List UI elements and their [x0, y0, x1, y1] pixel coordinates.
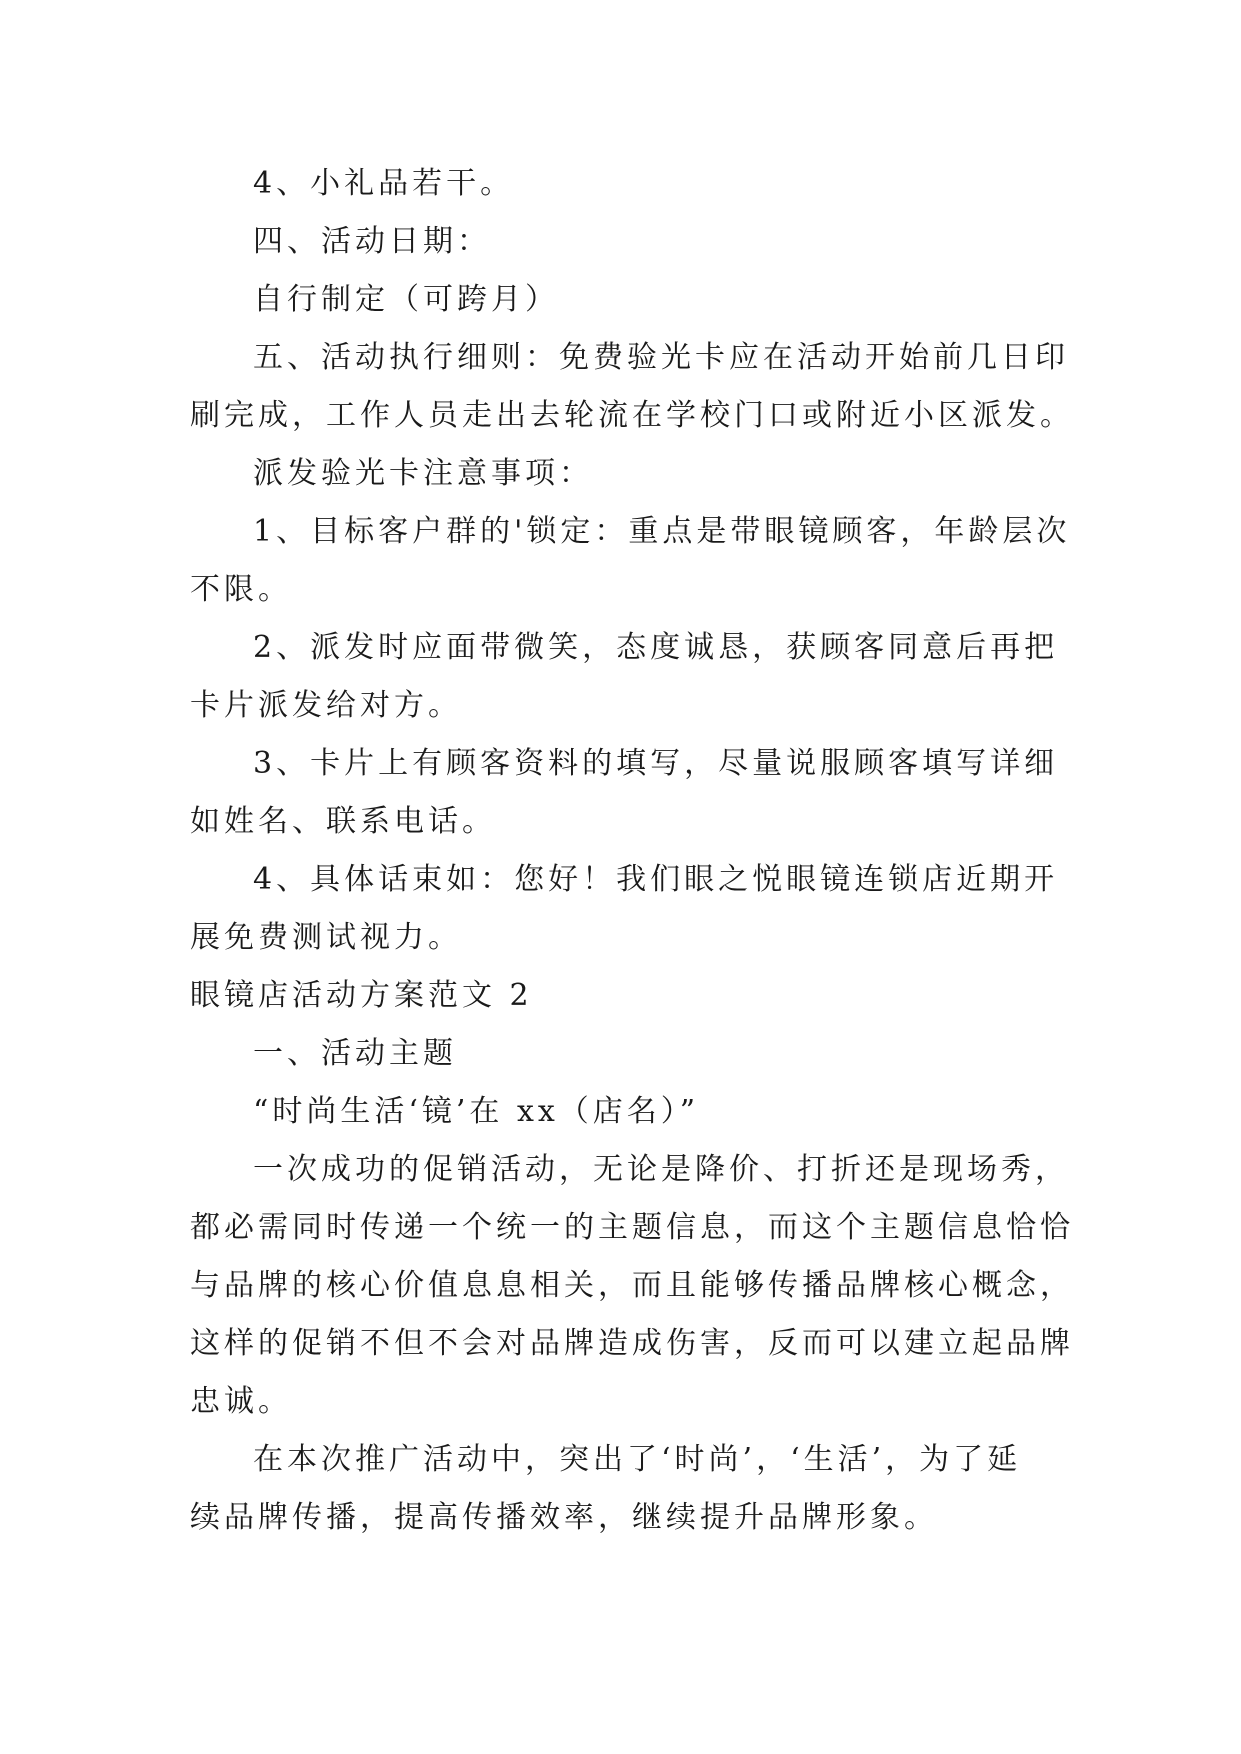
text-line: 3、卡片上有顾客资料的填写，尽量说服顾客填写详细 [253, 746, 1059, 781]
text-line: 都必需同时传递一个统一的主题信息，而这个主题信息恰恰 [190, 1210, 1074, 1245]
text-line: 忠诚。 [190, 1384, 292, 1419]
text-line: 4、小礼品若干。 [253, 166, 515, 201]
text-line: 展免费测试视力。 [190, 920, 462, 955]
text-line: 1、目标客户群的'锁定：重点是带眼镜顾客，年龄层次 [253, 514, 1071, 549]
text-line: 与品牌的核心价值息息相关，而且能够传播品牌核心概念， [190, 1268, 1074, 1303]
text-line: 刷完成，工作人员走出去轮流在学校门口或附近小区派发。 [190, 398, 1074, 433]
text-line: 一次成功的促销活动，无论是降价、打折还是现场秀， [253, 1152, 1069, 1187]
text-line: 这样的促销不但不会对品牌造成伤害，反而可以建立起品牌 [190, 1326, 1074, 1361]
text-line: 2、派发时应面带微笑，态度诚恳，获顾客同意后再把 [253, 630, 1059, 665]
text-line: 如姓名、联系电话。 [190, 804, 496, 839]
section-heading: 眼镜店活动方案范文 2 [190, 978, 533, 1013]
text-line: 不限。 [190, 572, 292, 607]
text-line: 一、活动主题 [253, 1036, 457, 1071]
text-line: 卡片派发给对方。 [190, 688, 462, 723]
text-line: 自行制定（可跨月） [253, 282, 559, 317]
text-line: 四、活动日期： [253, 224, 491, 259]
text-line: 五、活动执行细则：免费验光卡应在活动开始前几日印 [253, 340, 1069, 375]
text-line: “时尚生活‘镜’在 xx（店名）” [253, 1094, 700, 1129]
text-line: 续品牌传播，提高传播效率，继续提升品牌形象。 [190, 1500, 938, 1535]
text-line: 4、具体话束如：您好！我们眼之悦眼镜连锁店近期开 [253, 862, 1059, 897]
text-line: 在本次推广活动中，突出了‘时尚’，‘生活’，为了延 [253, 1442, 1022, 1477]
text-line: 派发验光卡注意事项： [253, 456, 593, 491]
